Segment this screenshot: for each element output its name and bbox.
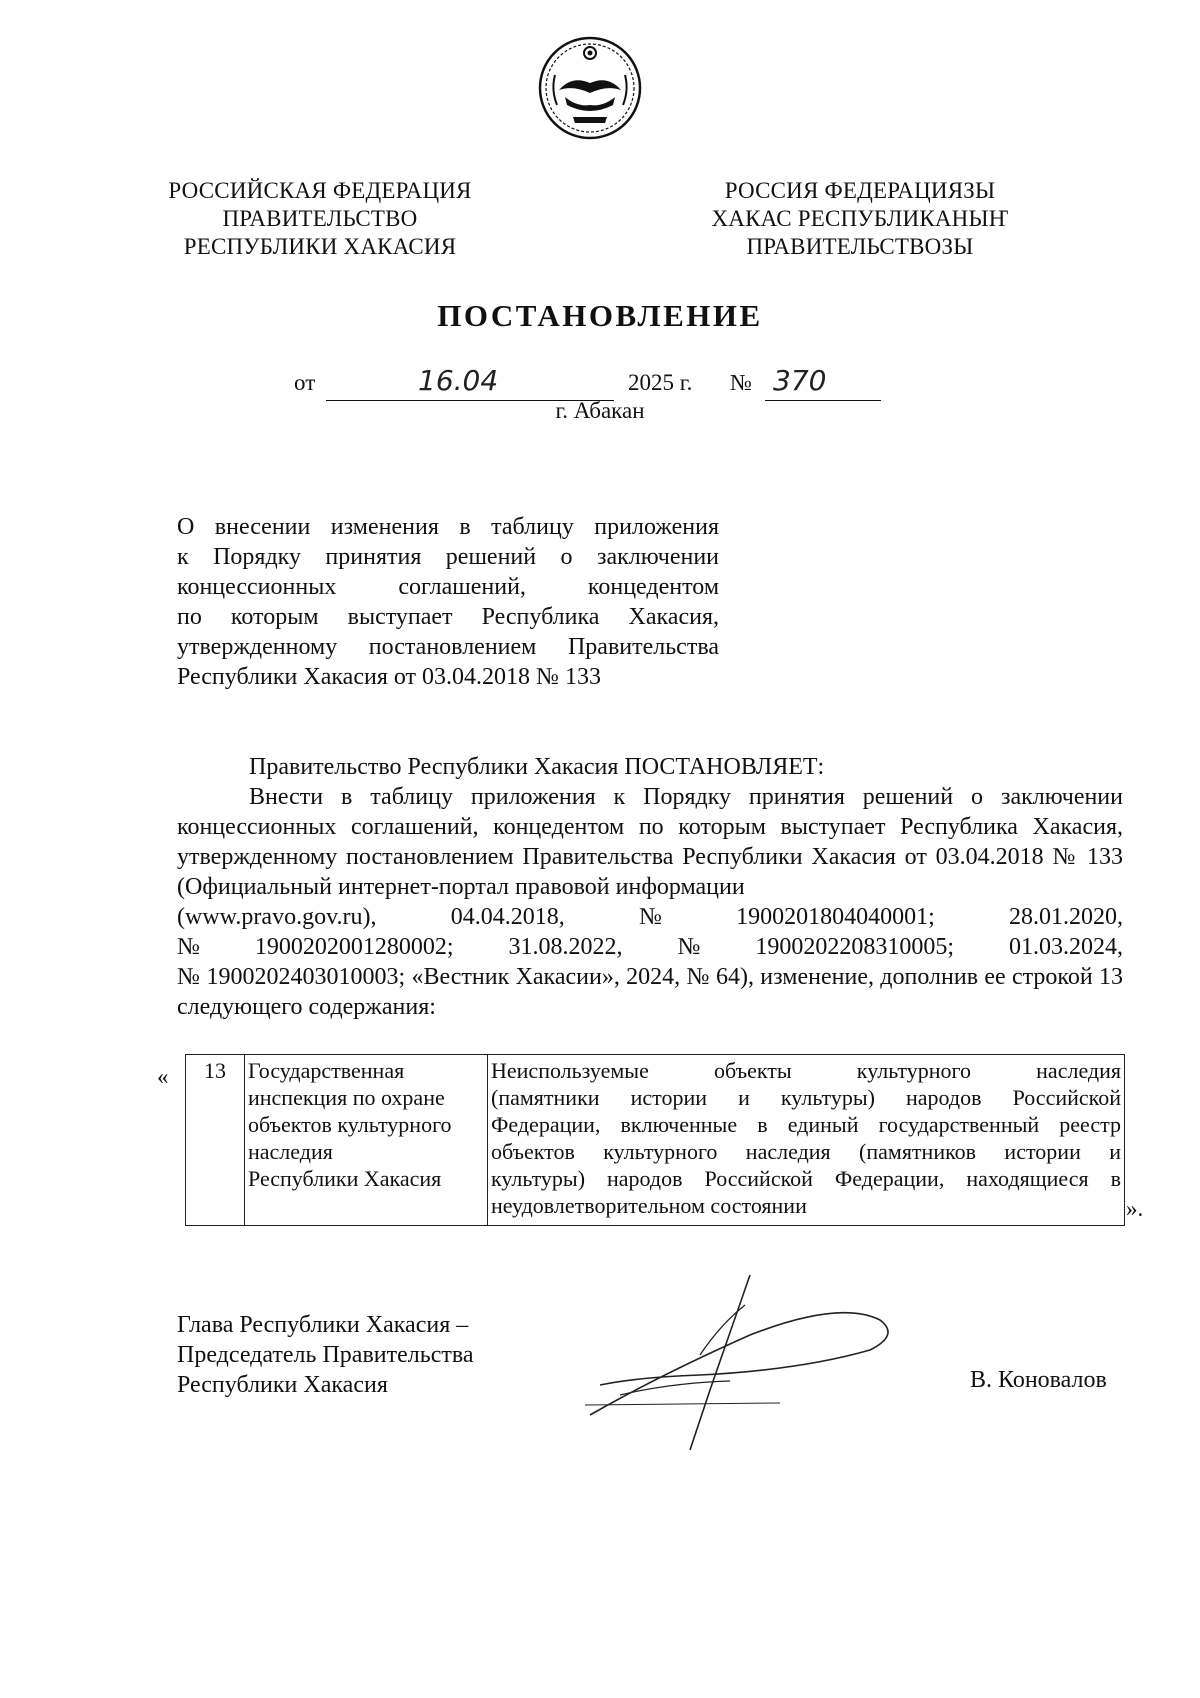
year-text: 2025 г. [628, 370, 693, 395]
body-token: 1900201804040001; [736, 904, 935, 930]
handwritten-date: 16.04 [418, 364, 499, 397]
handwritten-signature [580, 1265, 920, 1465]
subject-line: О внесении изменения в таблицу приложения [177, 514, 719, 540]
body-token: 1900202001280002; [254, 934, 454, 960]
header-right-line: ПРАВИТЕЛЬСТВОЗЫ [746, 234, 974, 259]
header-right-line: РОССИЯ ФЕДЕРАЦИЯЗЫ [724, 178, 996, 203]
close-quote: ». [1126, 1196, 1144, 1221]
authority-line: инспекция по охране [248, 1085, 445, 1110]
body-token: 1900202208310005; [755, 934, 955, 960]
signatory-line: Республики Хакасия [177, 1372, 388, 1398]
subject-line: к Порядку принятия решений о заключении [177, 544, 719, 570]
open-quote: « [157, 1064, 169, 1089]
body-paragraph: № 1900202403010003; «Вестник Хакасии», 2024, № 64), изменение, дополнив ее строкой 13 следующего содержания: [177, 964, 1123, 1020]
body-row [177, 932, 1123, 962]
body-paragraph: Внести в таблицу приложения к Порядку принятия решений о заключении концессионных соглашений, концедентом по которым выступает Республика Хакасия, утвержденному постановлением Правительства Республики Хакасия от 03.04.2018 № 133 (Официальный интернет-портал правовой информации [177, 784, 1123, 900]
signatory-title [177, 1310, 474, 1400]
header-right-line: ХАКАС РЕСПУБЛИКАНЫҤ [711, 206, 1009, 231]
header-right [680, 177, 1040, 261]
body-token: № [177, 934, 200, 960]
signatory-line: Глава Республики Хакасия – [177, 1312, 469, 1338]
body-token: № [677, 934, 701, 960]
coat-of-arms-emblem [537, 35, 643, 141]
body-text [177, 752, 1123, 1022]
authority-line: Государственная [248, 1058, 405, 1083]
row-number: 13 [186, 1055, 245, 1226]
body-token: № [638, 904, 662, 930]
objects-line: объектов культурного наследия (памятников истории и [491, 1139, 1121, 1164]
authority-line: Республики Хакасия [248, 1166, 442, 1191]
date-underline [326, 364, 614, 401]
subject-block [177, 512, 719, 692]
body-token: (www.pravo.gov.ru), [177, 904, 377, 930]
objects-line: Неиспользуемые объекты культурного наследия [491, 1058, 1121, 1083]
number-prefix: № [730, 370, 752, 395]
authority-line: объектов культурного [248, 1112, 452, 1137]
subject-line: Республики Хакасия от 03.04.2018 № 133 [177, 664, 601, 690]
objects-line: Федерации, включенные в единый государственный реестр [491, 1112, 1121, 1137]
body-token: 04.04.2018, [450, 904, 565, 930]
signatory-name: В. Коновалов [970, 1367, 1107, 1393]
city: г. Абакан [555, 398, 645, 423]
inserted-table-row [185, 1054, 1125, 1226]
objects-cell [488, 1055, 1125, 1226]
authority-cell [245, 1055, 488, 1226]
body-row [177, 902, 1123, 932]
handwritten-number: 370 [773, 364, 827, 397]
header-left [140, 177, 500, 261]
signatory-line: Председатель Правительства [177, 1342, 474, 1368]
authority-line: наследия [248, 1139, 333, 1164]
header-left-line: РЕСПУБЛИКИ ХАКАСИЯ [183, 234, 457, 259]
header-left-line: ПРАВИТЕЛЬСТВО [222, 206, 418, 231]
body-paragraph: Правительство Республики Хакасия ПОСТАНОВЛЯЕТ: [249, 754, 825, 780]
date-prefix: от [294, 370, 316, 395]
subject-line: утвержденному постановлением Правительства [177, 634, 719, 660]
body-token: 31.08.2022, [508, 934, 623, 960]
subject-line: концессионных соглашений, концедентом [177, 574, 719, 600]
objects-line: (памятники истории и культуры) народов Российской [491, 1085, 1121, 1110]
body-token: 28.01.2020, [1008, 904, 1123, 930]
objects-line: неудовлетворительном состоянии [491, 1193, 807, 1218]
body-token: 01.03.2024, [1009, 934, 1123, 960]
objects-line: культуры) народов Российской Федерации, находящиеся в [491, 1166, 1121, 1191]
document-title: ПОСТАНОВЛЕНИЕ [437, 298, 763, 333]
subject-line: по которым выступает Республика Хакасия, [177, 604, 719, 630]
number-underline [765, 364, 881, 401]
header-left-line: РОССИЙСКАЯ ФЕДЕРАЦИЯ [168, 178, 472, 203]
